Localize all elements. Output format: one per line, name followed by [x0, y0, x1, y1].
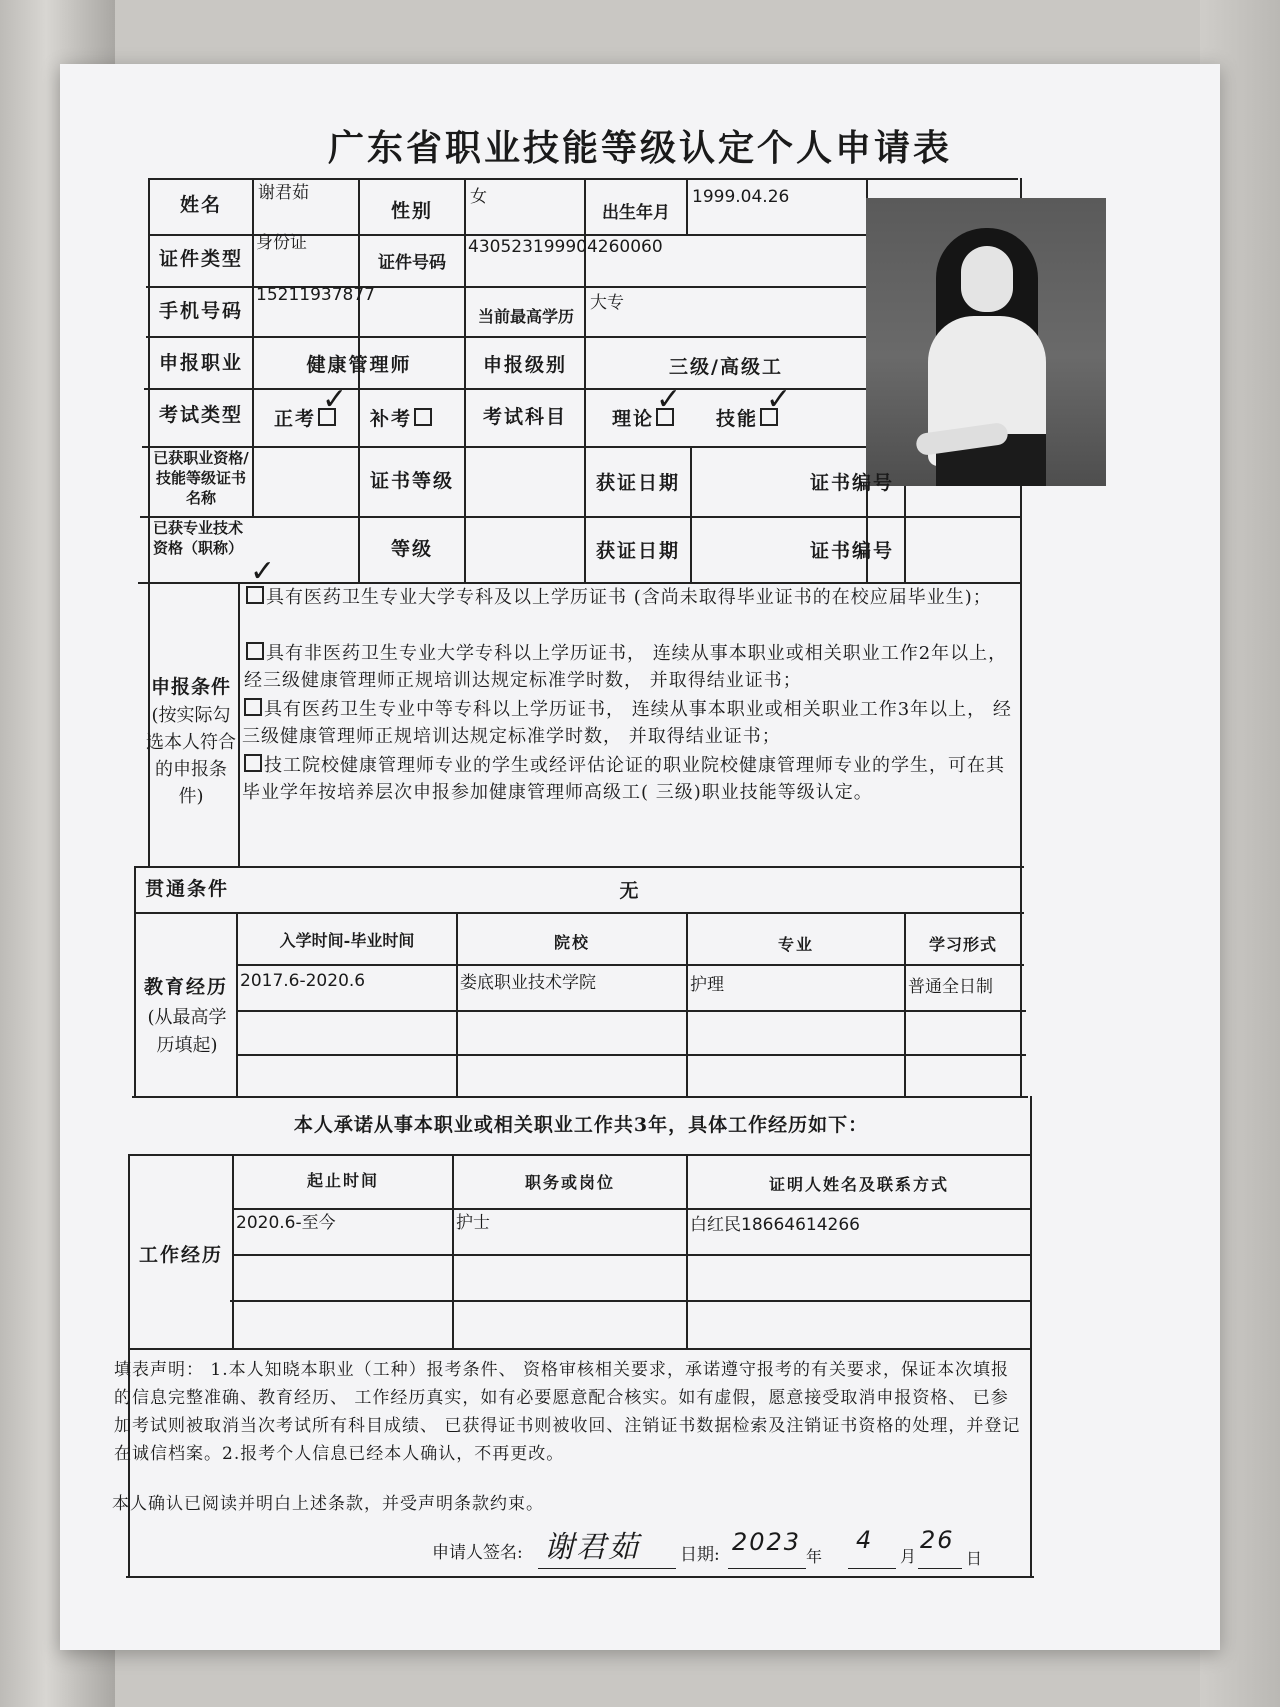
grid-line: [134, 912, 1024, 914]
value-through: 无: [619, 880, 641, 902]
value-apply-job: 健康管理师: [306, 354, 412, 376]
option-makeup-label: 补考: [370, 408, 413, 430]
date-day-unit: 日: [966, 1549, 983, 1568]
value-id-number: 430523199904260060: [468, 237, 663, 257]
edu-row-period: 2017.6-2020.6: [240, 971, 366, 991]
edu-row-school: 娄底职业技术学院: [460, 973, 596, 993]
condition-item-4[interactable]: [242, 752, 1018, 806]
grid-line: [238, 582, 240, 866]
checkbox-condition-4[interactable]: [244, 754, 262, 772]
value-phone: 15211937877: [256, 285, 375, 305]
grid-line: [128, 1348, 1032, 1350]
option-theory-label: 理论: [612, 408, 655, 430]
grid-line: [146, 286, 866, 288]
value-apply-level: 三级/高级工: [669, 356, 783, 378]
label-cert-no: 证书编号: [809, 472, 894, 494]
edu-header-school: 院校: [553, 933, 590, 952]
grid-line: [252, 178, 254, 516]
label-exam-type: 考试类型: [158, 404, 243, 426]
date-underline: [728, 1568, 806, 1569]
condition-text-4: 技工院校健康管理师专业的学生或经评估论证的职业院校健康管理师专业的学生，可在其毕业学年按培养层次申报参加健康管理师高级工( 三级)职业技能等级认定。: [242, 755, 1005, 803]
work-header-position: 职务或岗位: [524, 1173, 615, 1192]
work-header-reference: 证明人姓名及联系方式: [768, 1175, 949, 1194]
date-year-unit: 年: [806, 1547, 823, 1566]
label-exam-subject: 考试科目: [482, 406, 567, 428]
checkbox-condition-3[interactable]: [244, 698, 262, 716]
label-cert-level: 证书等级: [369, 470, 454, 492]
declaration-text: 填表声明： 1.本人知晓本职业（工种）报考条件、 资格审核相关要求，承诺遵守报考的有关要求，保证本次填报的信息完整准确、教育经历、 工作经历真实，如有必要愿意配合核实。如有虚假，愿意接受取消申报资格、 已参加考试则被取消当次考试所有科目成绩、 已获得证书则被收回、注销证书数据检索及注销证书资格的处理，并登记在诚信档案。2.报考个人信息已经本人确认，不再更改。: [114, 1360, 1021, 1464]
form-title: 广东省职业技能等级认定个人申请表: [327, 127, 952, 169]
label-cert-no-2: 证书编号: [809, 540, 894, 562]
application-form-paper: [60, 64, 1220, 1650]
grid-line: [126, 1576, 1034, 1578]
edu-header-form: 学习形式: [928, 935, 997, 954]
edu-row-form: 普通全日制: [908, 977, 993, 997]
label-obtained-cert: 已获职业资格/技能等级证书名称: [153, 449, 249, 507]
grid-line: [146, 336, 866, 338]
label-id-type: 证件类型: [158, 248, 243, 270]
grid-line: [232, 1208, 1030, 1210]
value-birth: 1999.04.26: [692, 187, 790, 207]
edu-header-major: 专业: [777, 935, 814, 954]
label-id-number: 证件号码: [378, 253, 446, 273]
date-day: 26: [920, 1526, 955, 1554]
date-month: 4: [856, 1526, 874, 1554]
label-conditions: 申报条件: [150, 676, 231, 698]
condition-item-1[interactable]: [244, 584, 1020, 611]
grid-line: [1030, 1096, 1032, 1578]
label-gender: 性别: [390, 200, 433, 222]
label-birth: 出生年月: [602, 203, 670, 223]
date-month-unit: 月: [900, 1547, 917, 1566]
photo-face: [961, 246, 1013, 312]
confirm-text: 本人确认已阅读并明白上述条款，并受声明条款约束。: [112, 1494, 544, 1514]
grid-line: [238, 964, 1024, 966]
applicant-signature: 谢君茹: [544, 1530, 640, 1565]
checkbox-condition-2[interactable]: [246, 642, 264, 660]
option-makeup[interactable]: [370, 406, 434, 432]
signature-underline: [538, 1568, 676, 1569]
label-conditions-note: (按实际勾选本人符合的申报条件): [146, 705, 236, 807]
checkmark-icon: ✓: [250, 554, 276, 589]
label-level: 等级: [390, 538, 433, 560]
label-phone: 手机号码: [158, 300, 243, 322]
label-edu-history: 教育经历: [143, 976, 228, 998]
label-work-history: 工作经历: [138, 1244, 223, 1266]
label-edu-note: (从最高学历填起): [147, 1007, 227, 1056]
grid-line: [136, 866, 1024, 868]
label-obtained-title: 已获专业技术资格（职称）: [152, 519, 243, 557]
checkbox-makeup[interactable]: [414, 408, 432, 426]
value-name: 谢君茹: [258, 183, 309, 203]
date-underline: [848, 1568, 896, 1569]
label-through: 贯通条件: [144, 878, 229, 900]
option-regular-label: 正考: [274, 408, 317, 430]
grid-line: [132, 1096, 1028, 1098]
condition-text-1: 具有医药卫生专业大学专科及以上学历证书 (含尚未取得毕业证书的在校应届毕业生)；: [266, 587, 992, 608]
applicant-photo: [866, 198, 1106, 486]
date-underline: [918, 1568, 962, 1569]
condition-text-2: 具有非医药卫生专业大学专科以上学历证书， 连续从事本职业或相关职业工作2年以上， 经三级健康管理师正规培训达规定标准学时数， 并取得结业证书；: [244, 643, 1008, 691]
checkbox-condition-1[interactable]: [246, 586, 264, 604]
work-row-position: 护士: [456, 1213, 490, 1233]
work-header-period: 起止时间: [306, 1171, 379, 1190]
signature-label: 申请人签名:: [432, 1543, 523, 1563]
grid-line: [686, 178, 688, 234]
grid-line: [690, 446, 692, 582]
condition-text-3: 具有医药卫生专业中等专科以上学历证书， 连续从事本职业或相关职业工作3年以上， 经三级健康管理师正规培训达规定标准学时数， 并取得结业证书；: [242, 699, 1012, 747]
work-row-period: 2020.6-至今: [236, 1213, 336, 1233]
date-label: 日期:: [680, 1545, 720, 1565]
checkmark-icon: ✓: [766, 382, 792, 417]
checkmark-icon: ✓: [656, 382, 682, 417]
value-id-type: 身份证: [256, 233, 307, 253]
grid-line: [236, 1054, 1026, 1056]
edu-row-major: 护理: [690, 975, 724, 995]
condition-item-2[interactable]: [244, 640, 1020, 694]
grid-line: [140, 516, 1020, 518]
label-cert-date-2: 获证日期: [595, 540, 680, 562]
checkmark-icon: ✓: [322, 382, 348, 417]
label-apply-job: 申报职业: [158, 352, 243, 374]
value-education: 大专: [590, 293, 624, 313]
work-promise: 本人承诺从事本职业或相关职业工作共3年，具体工作经历如下：: [293, 1114, 869, 1136]
work-row-reference: 白红民18664614266: [690, 1215, 860, 1235]
grid-line: [130, 1154, 1030, 1156]
label-name: 姓名: [179, 194, 222, 216]
edu-header-period: 入学时间-毕业时间: [279, 931, 415, 950]
grid-line: [464, 178, 466, 582]
grid-line: [232, 1254, 1030, 1256]
date-year: 2023: [732, 1528, 802, 1556]
grid-line: [236, 1010, 1026, 1012]
value-gender: 女: [470, 187, 487, 207]
label-apply-level: 申报级别: [482, 354, 567, 376]
option-skill-label: 技能: [716, 408, 759, 430]
condition-item-3[interactable]: [242, 696, 1018, 750]
label-education: 当前最高学历: [477, 307, 574, 326]
label-cert-date: 获证日期: [595, 472, 680, 494]
grid-line: [230, 1300, 1030, 1302]
